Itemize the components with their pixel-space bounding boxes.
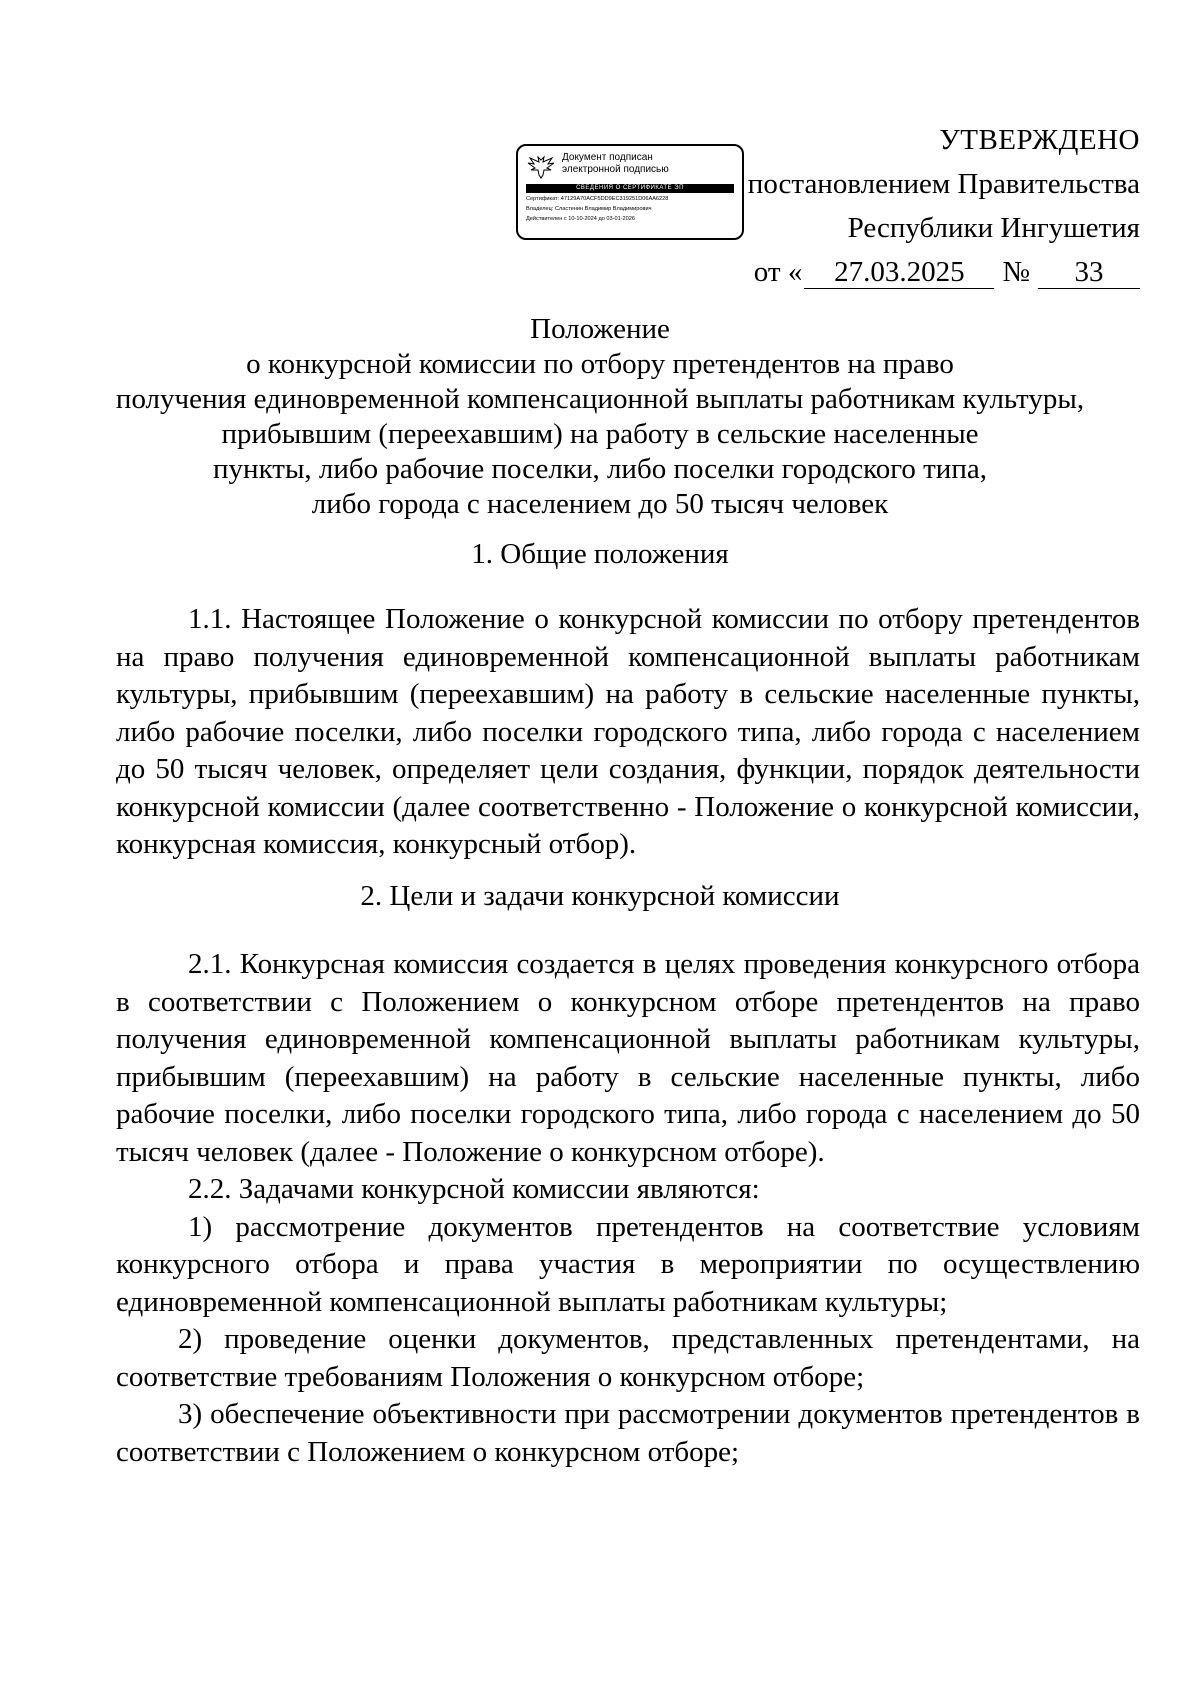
title-line: прибывшим (переехавшим) на работу в сельские населенные bbox=[221, 418, 979, 450]
paragraph-2-1: 2.1. Конкурсная комиссия создается в целях проведения конкурсного отбора в соответствии с Положением о конкурсном отборе претендентов на право получения единовременной компенсационной выплаты работникам культуры, прибывшим (переехавшим) на работу в сельские населенные пункты, либо рабочие поселки, либо поселки городского типа, либо города с населением до 50 тысяч человек (далее - Положение о конкурсном отборе). bbox=[116, 948, 1140, 1168]
approval-date-line bbox=[740, 250, 1140, 294]
signature-stamp bbox=[516, 144, 744, 240]
approval-line2: Республики Ингушетия bbox=[847, 212, 1140, 244]
list-item-2: 2) проведение оценки документов, представленных претендентами, на соответствие требованиям Положения о конкурсном отборе; bbox=[116, 1323, 1140, 1393]
list-item-3: 3) обеспечение объективности при рассмотрении документов претендентов в соответствии с Положением о конкурсном отборе; bbox=[116, 1398, 1140, 1468]
number-sign: № bbox=[1002, 256, 1030, 288]
title-line: получения единовременной компенсационной выплаты работникам культуры, bbox=[115, 383, 1085, 415]
title-line: о конкурсной комиссии по отбору претендентов на право bbox=[246, 348, 954, 380]
stamp-cert: Сертификат: 47129A70ACF5DD9EC319251D06AA6228 bbox=[526, 196, 669, 202]
section-1-heading: 1. Общие положения bbox=[471, 538, 729, 570]
stamp-valid: Действителен с 10-10-2024 до 03-01-2026 bbox=[526, 216, 635, 222]
stamp-line1: Документ подписан bbox=[562, 152, 653, 163]
paragraph-1-1: 1.1. Настоящее Положение о конкурсной комиссии по отбору претендентов на право получения единовременной компенсационной выплаты работникам культуры, прибывшим (переехавшим) на работу в сельские населенные пункты, либо рабочие поселки, либо поселки городского типа, либо города с населением до 50 тысяч человек, определяет цели создания, функции, порядок деятельности конкурсной комиссии (далее соответственно - Положение о конкурсной комиссии, конкурсная комиссия, конкурсный отбор). bbox=[116, 603, 1140, 860]
section-2-heading: 2. Цели и задачи конкурсной комиссии bbox=[360, 880, 840, 912]
approval-block bbox=[740, 118, 1140, 294]
eagle-icon bbox=[526, 154, 556, 180]
approval-date: 27.03.2025 bbox=[804, 256, 994, 289]
title-line: либо города с населением до 50 тысяч человек bbox=[311, 488, 889, 520]
title-line: пункты, либо рабочие поселки, либо поселки городского типа, bbox=[213, 453, 987, 485]
approval-heading: УТВЕРЖДЕНО bbox=[939, 124, 1140, 156]
stamp-bar: СВЕДЕНИЯ О СЕРТИФИКАТЕ ЭП bbox=[526, 184, 734, 193]
stamp-owner: Владелец: Сластенин Владимир Владимирович bbox=[526, 206, 652, 212]
approval-number: 33 bbox=[1038, 256, 1140, 289]
date-prefix: от « bbox=[753, 256, 803, 288]
stamp-line2: электронной подписью bbox=[562, 164, 669, 175]
title-heading: Положение bbox=[530, 313, 670, 345]
section-2-body bbox=[116, 946, 1140, 1471]
stamp-title bbox=[562, 152, 669, 176]
document-title bbox=[60, 312, 1140, 522]
stamp-header bbox=[526, 152, 734, 180]
approval-line1: постановлением Правительства bbox=[747, 168, 1140, 200]
list-item-1: 1) рассмотрение документов претендентов на соответствие условиям конкурсного отбора и права участия в мероприятии по осуществлению единовременной компенсационной выплаты работникам культуры; bbox=[116, 1210, 1140, 1318]
paragraph-2-2: 2.2. Задачами конкурсной комиссии являются: bbox=[188, 1173, 760, 1205]
section-1-body bbox=[116, 601, 1140, 864]
